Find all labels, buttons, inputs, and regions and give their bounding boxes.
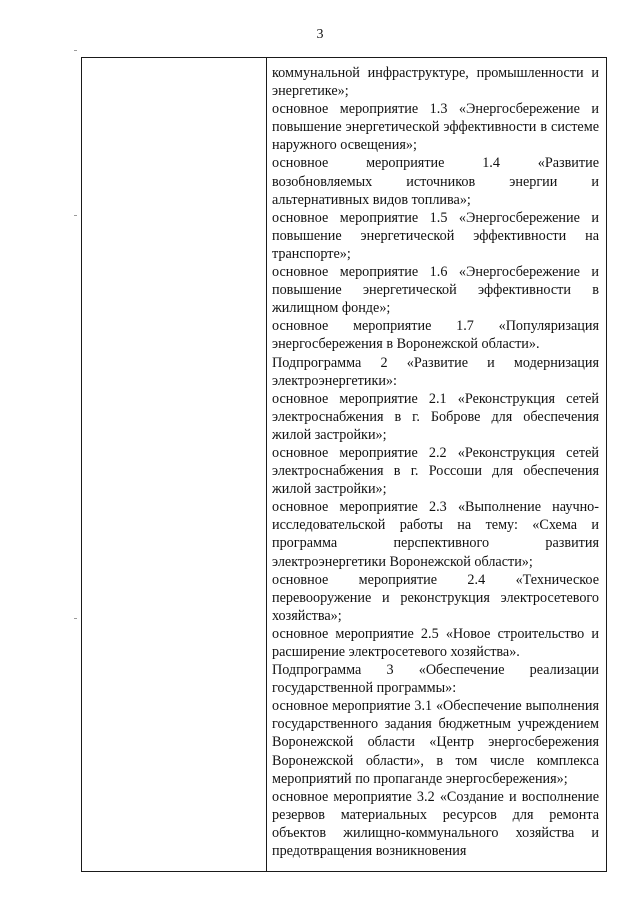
text-paragraph: основное мероприятие 2.2 «Реконструкция сетей электроснабжения в г. Россоши для обеспечения жилой застройки»; — [272, 444, 599, 498]
column-divider — [266, 58, 267, 871]
text-paragraph: основное мероприятие 3.2 «Создание и восполнение резервов материальных ресурсов для ремонта объектов жилищно-коммунального хозяйства и предотвращения возникновения — [272, 788, 599, 860]
table-cell-right — [272, 64, 599, 871]
page-number: 3 — [316, 27, 324, 42]
text-paragraph: основное мероприятие 1.5 «Энергосбережение и повышение энергетической эффективности на транспорте»; — [272, 209, 599, 262]
subprogram-heading: Подпрограмма 2 «Развитие и модернизация электроэнергетики»: — [272, 354, 599, 389]
text-paragraph: основное мероприятие 3.1 «Обеспечение выполнения государственного задания бюджетным учреждением Воронежской области «Центр энергосбережения Воронежской области», в том числе комплекса мероприятий по пропаганде энергосбережения»; — [272, 698, 599, 787]
text-paragraph: основное мероприятие 1.6 «Энергосбережение и повышение энергетической эффективности в жилищном фонде»; — [272, 264, 599, 317]
margin-mark — [74, 50, 77, 51]
margin-mark — [74, 215, 77, 216]
table-cell-left-empty — [82, 58, 266, 871]
text-paragraph: основное мероприятие 2.3 «Выполнение научно-исследовательской работы на тему: «Схема и программа перспективного развития электроэнергетики Воронежской области»; — [272, 499, 599, 570]
text-paragraph: основное мероприятие 1.7 «Популяризация энергосбережения в Воронежской области». — [272, 318, 599, 353]
program-table — [81, 57, 607, 872]
text-paragraph: основное мероприятие 1.4 «Развитие возобновляемых источников энергии и альтернативных видов топлива»; — [272, 155, 599, 208]
subprogram-heading: Подпрограмма 3 «Обеспечение реализации государственной программы»: — [272, 662, 599, 697]
margin-mark — [74, 618, 77, 619]
text-paragraph: основное мероприятие 2.1 «Реконструкция сетей электроснабжения в г. Боброве для обеспечения жилой застройки»; — [272, 390, 599, 443]
text-paragraph: коммунальной инфраструктуре, промышленности и энергетике»; — [272, 65, 599, 100]
text-paragraph: основное мероприятие 1.3 «Энергосбережение и повышение энергетической эффективности в системе наружного освещения»; — [272, 101, 599, 154]
text-paragraph: основное мероприятие 2.4 «Техническое перевооружение и реконструкция электросетевого хозяйства»; — [272, 571, 599, 624]
text-paragraph: основное мероприятие 2.5 «Новое строительство и расширение электросетевого хозяйства». — [272, 625, 599, 660]
